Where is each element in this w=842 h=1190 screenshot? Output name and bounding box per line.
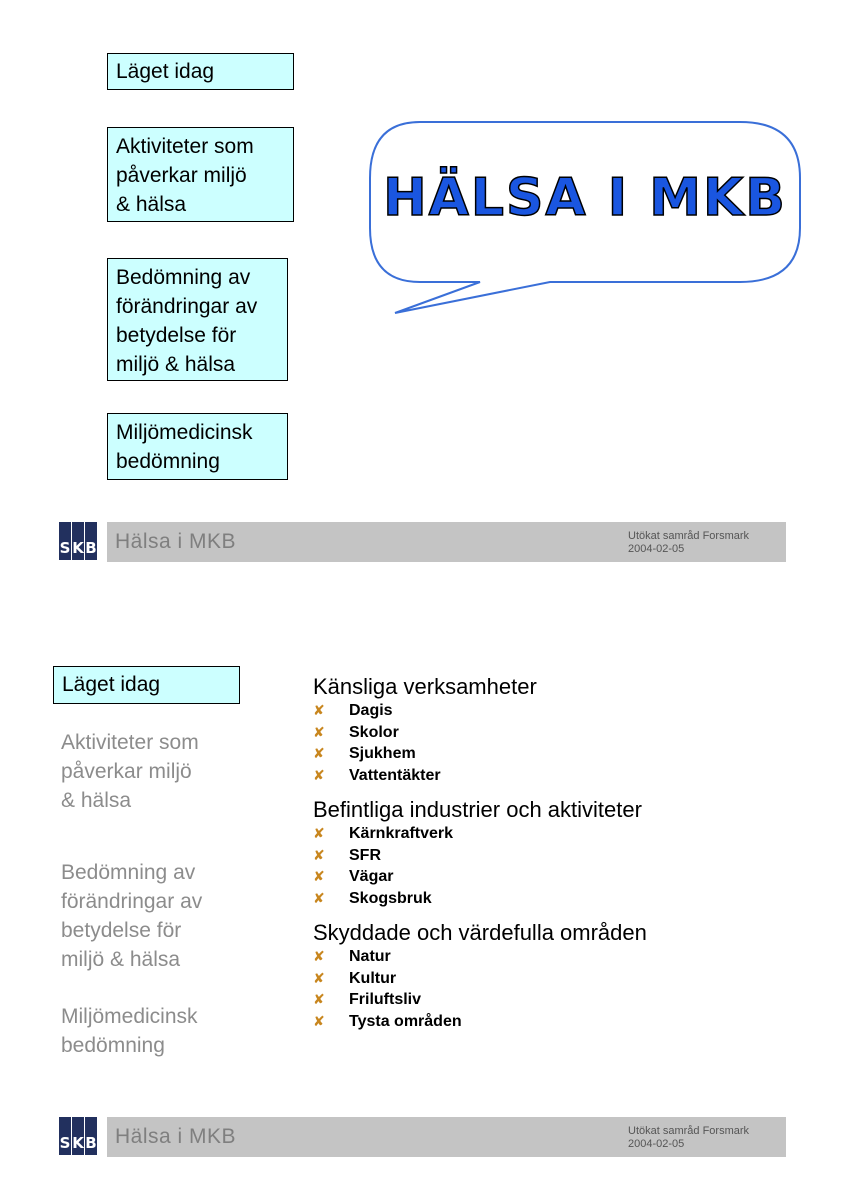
- list-item: ✘ Tysta områden: [313, 1011, 462, 1033]
- skb-logo: S K B: [59, 522, 97, 560]
- skb-logo: S K B: [59, 1117, 97, 1155]
- box-aktiviteter[interactable]: Aktiviteter som påverkar miljö & hälsa: [107, 127, 294, 222]
- list-kansliga: [313, 700, 441, 786]
- list-skyddade: [313, 946, 462, 1032]
- cross-bullet-icon: ✘: [313, 745, 325, 761]
- section-heading-befintliga: Befintliga industrier och aktiviteter: [313, 797, 642, 822]
- cross-bullet-icon: ✘: [313, 948, 325, 964]
- footer-title: Hälsa i MKB: [115, 530, 237, 553]
- cross-bullet-icon: ✘: [313, 969, 325, 986]
- gray-miljomedicinsk: Miljömedicinsk bedömning: [61, 1005, 198, 1057]
- list-item: ✘ Vägar: [313, 866, 453, 888]
- gray-bedomning: Bedömning av förändringar av betydelse för miljö & hälsa: [61, 861, 203, 971]
- list-item: ✘ Kultur: [313, 968, 462, 990]
- list-item: ✘ Dagis: [313, 700, 441, 722]
- bubble-title: HÄLSA I MKB: [383, 168, 787, 228]
- list-item: ✘ SFR: [313, 845, 453, 867]
- section-heading-kansliga: Känsliga verksamheter: [313, 674, 537, 699]
- cross-bullet-icon: ✘: [313, 889, 325, 906]
- list-item: ✘ Skogsbruk: [313, 888, 453, 910]
- cross-bullet-icon: ✘: [313, 825, 325, 841]
- gray-aktiviteter: Aktiviteter som påverkar miljö & hälsa: [61, 731, 199, 812]
- list-item: ✘ Natur: [313, 946, 462, 968]
- footer-meta: Utökat samråd Forsmark 2004-02-05: [628, 530, 750, 555]
- box-miljomedicinsk[interactable]: Miljömedicinsk bedömning: [107, 413, 288, 480]
- cross-bullet-icon: ✘: [313, 766, 325, 783]
- list-item: ✘ Vattentäkter: [313, 765, 441, 787]
- footer-meta: Utökat samråd Forsmark 2004-02-05: [628, 1125, 750, 1150]
- box-laget-idag[interactable]: Läget idag: [107, 53, 294, 90]
- box-laget-idag-active[interactable]: Läget idag: [53, 666, 240, 704]
- section-heading-skyddade: Skyddade och värdefulla områden: [313, 920, 647, 945]
- list-item: ✘ Skolor: [313, 722, 441, 744]
- list-befintliga: [313, 823, 453, 909]
- cross-bullet-icon: ✘: [313, 1012, 325, 1029]
- box-bedomning[interactable]: Bedömning av förändringar av betydelse för miljö & hälsa: [107, 258, 288, 381]
- list-item: ✘ Kärnkraftverk: [313, 823, 453, 845]
- cross-bullet-icon: ✘: [313, 702, 325, 718]
- cross-bullet-icon: ✘: [313, 723, 325, 740]
- cross-bullet-icon: ✘: [313, 868, 325, 884]
- cross-bullet-icon: ✘: [313, 991, 325, 1007]
- footer-title: Hälsa i MKB: [115, 1125, 237, 1148]
- list-item: ✘ Sjukhem: [313, 743, 441, 765]
- list-item: ✘ Friluftsliv: [313, 989, 462, 1011]
- cross-bullet-icon: ✘: [313, 846, 325, 863]
